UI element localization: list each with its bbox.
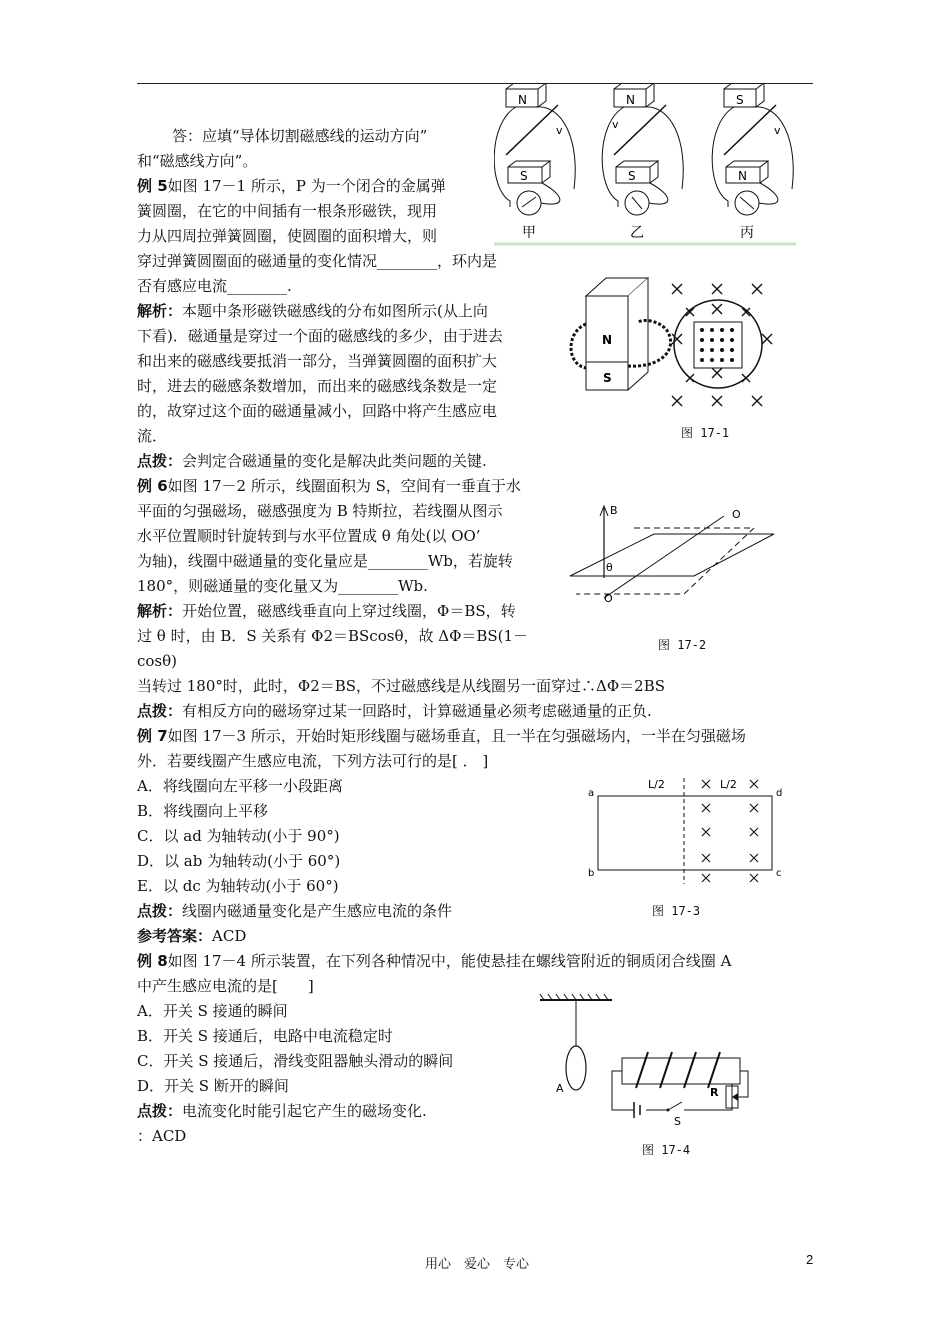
ex5-analysis-3: 和出来的磁感线要抵消一部分，当弹簧圆圈的面积扩大 (137, 352, 498, 370)
ex6-analysis-3: cosθ) (137, 652, 178, 670)
ex8-line-1: 例 8如图 17－4 所示装置，在下列各种情况中，能使悬挂在螺线管附近的铜质闭合线圈 A (137, 952, 732, 970)
label-1: 甲 (522, 225, 536, 241)
ex6-label: 例 6 (137, 477, 168, 495)
ex6-analysis-4: 当转过 180°时，此时，Φ2＝BS，不过磁感线是从线圈另一面穿过∴ΔΦ＝2BS (137, 677, 666, 695)
fig2-o-top: O (732, 508, 741, 521)
ex7-line-1: 例 7如图 17－3 所示，开始时矩形线圈与磁场垂直，且一半在匀强磁场内，一半在匀强磁场 (137, 727, 746, 745)
answer-line-2: 和“磁感线方向”。 (137, 152, 258, 170)
ex6-analysis-1: 解析：开始位置，磁感线垂直向上穿过线圈，Φ＝BS，转 (137, 602, 516, 620)
ex6-line-4: 为轴)，线圈中磁通量的变化量应是________Wb，若旋转 (137, 552, 513, 570)
ex6-tip: 点拨：有相反方向的磁场穿过某一回路时，计算磁通量必须考虑磁通量的正负. (137, 702, 652, 720)
ex6-line-3: 水平位置顺时针旋转到与水平位置成 θ 角处(以 OO’ (137, 527, 481, 545)
fig4-a: A (556, 1082, 564, 1095)
ex5-analysis-4: 时，进去的磁感条数增加，而出来的磁感线条数是一定 (137, 377, 498, 395)
ex6-line-1: 例 6如图 17－2 所示，线圈面积为 S，空间有一垂直于水 (137, 477, 521, 495)
ex8-line-2: 中产生感应电流的是[ ] (137, 977, 314, 995)
ex7-option-b: B．将线圈向上平移 (137, 802, 269, 820)
fig1-n: N (602, 333, 613, 347)
fig4-s: S (674, 1115, 681, 1128)
label-3: 丙 (740, 225, 754, 241)
pole-top-1: N (518, 93, 527, 107)
ex8-answer: ：ACD (137, 1127, 187, 1145)
ex7-option-c: C．以 ad 为轴转动(小于 90°) (137, 827, 340, 845)
ex5-line-3: 力从四周拉弹簧圆圈，使圆圈的面积增大，则 (137, 227, 438, 245)
ex7-tip: 点拨：线圈内磁通量变化是产生感应电流的条件 (137, 902, 453, 920)
fig2-o-bottom: O (604, 592, 613, 605)
fig3-half-2: L/2 (720, 778, 737, 791)
figure-galvanometers (494, 83, 799, 248)
pole-top-3: S (736, 93, 744, 107)
ex8-tip: 点拨：电流变化时能引起它产生的磁场变化. (137, 1102, 427, 1120)
fig3-b: b (588, 868, 595, 879)
ex7-option-e: E．以 dc 为轴转动(小于 60°) (137, 877, 339, 895)
figure-17-3 (586, 774, 792, 886)
figure-17-2 (564, 498, 784, 610)
ex5-line-1: 例 5如图 17－1 所示，P 为一个闭合的金属弹 (137, 177, 446, 195)
fig2-theta: θ (606, 561, 613, 574)
ex7-option-a: A．将线圈向左平移一小段距离 (137, 777, 343, 795)
ex5-label: 例 5 (137, 177, 168, 195)
ex8-option-d: D．开关 S 断开的瞬间 (137, 1077, 289, 1095)
ex6-line-2: 平面的匀强磁场，磁感强度为 B 特斯拉，若线圈从图示 (137, 502, 503, 520)
fig3-c: c (776, 868, 782, 879)
ex5-analysis-6: 流． (137, 427, 168, 445)
velocity-2: v (612, 118, 619, 131)
page-number: 2 (806, 1252, 814, 1267)
velocity-3: v (774, 124, 781, 137)
label-2: 乙 (630, 225, 644, 241)
fig2-b: B (610, 504, 618, 517)
figure-17-1 (566, 272, 786, 412)
ex5-line-4: 穿过弹簧圆圈面的磁通量的变化情况________，环内是 (137, 252, 498, 270)
fig1-s: S (603, 371, 612, 385)
ex6-line-5: 180°，则磁通量的变化量又为________Wb. (137, 577, 428, 595)
fig4-caption: 图 17-4 (642, 1143, 691, 1157)
fig3-half-1: L/2 (648, 778, 665, 791)
fig1-caption: 图 17-1 (681, 426, 730, 440)
ex5-line-5: 否有感应电流________. (137, 277, 292, 295)
ex5-analysis-2: 下看)．磁通量是穿过一个面的磁感线的多少，由于进去 (137, 327, 503, 345)
ex5-tip: 点拨：会判定合磁通量的变化是解决此类问题的关键. (137, 452, 487, 470)
ex7-option-d: D．以 ab 为轴转动(小于 60°) (137, 852, 341, 870)
figure-17-4 (536, 992, 756, 1132)
footer-motto: 用心 爱心 专心 (425, 1257, 530, 1272)
ex6-analysis-2: 过 θ 时，由 B．S 关系有 Φ2＝BScosθ，故 ΔΦ＝BS(1－ (137, 627, 529, 645)
fig2-caption: 图 17-2 (658, 638, 707, 652)
ex8-option-c: C．开关 S 接通后，滑线变阻器触头滑动的瞬间 (137, 1052, 454, 1070)
ex8-option-a: A．开关 S 接通的瞬间 (137, 1002, 288, 1020)
velocity-1: v (556, 124, 563, 137)
ex7-line-2: 外．若要线圈产生感应电流，下列方法可行的是[ ． ] (137, 752, 489, 770)
ex5-line-2: 簧圆圈，在它的中间插有一根条形磁铁，现用 (137, 202, 438, 220)
pole-bottom-1: S (520, 169, 528, 183)
answer-line-1: 答：应填“导体切割磁感线的运动方向” (172, 127, 428, 145)
ex5-analysis-5: 的，故穿过这个面的磁通量减小，回路中将产生感应电 (137, 402, 498, 420)
fig4-r: R (710, 1086, 719, 1099)
fig3-caption: 图 17-3 (652, 904, 701, 918)
pole-top-2: N (626, 93, 635, 107)
ex5-analysis-1: 解析：本题中条形磁铁磁感线的分布如图所示(从上向 (137, 302, 488, 320)
ex8-option-b: B．开关 S 接通后，电路中电流稳定时 (137, 1027, 393, 1045)
fig3-a: a (588, 788, 595, 799)
pole-bottom-3: N (738, 169, 747, 183)
ex8-label: 例 8 (137, 952, 168, 970)
pole-bottom-2: S (628, 169, 636, 183)
ex7-reference: 参考答案：ACD (137, 927, 247, 945)
ex7-label: 例 7 (137, 727, 168, 745)
fig3-d: d (776, 788, 783, 799)
